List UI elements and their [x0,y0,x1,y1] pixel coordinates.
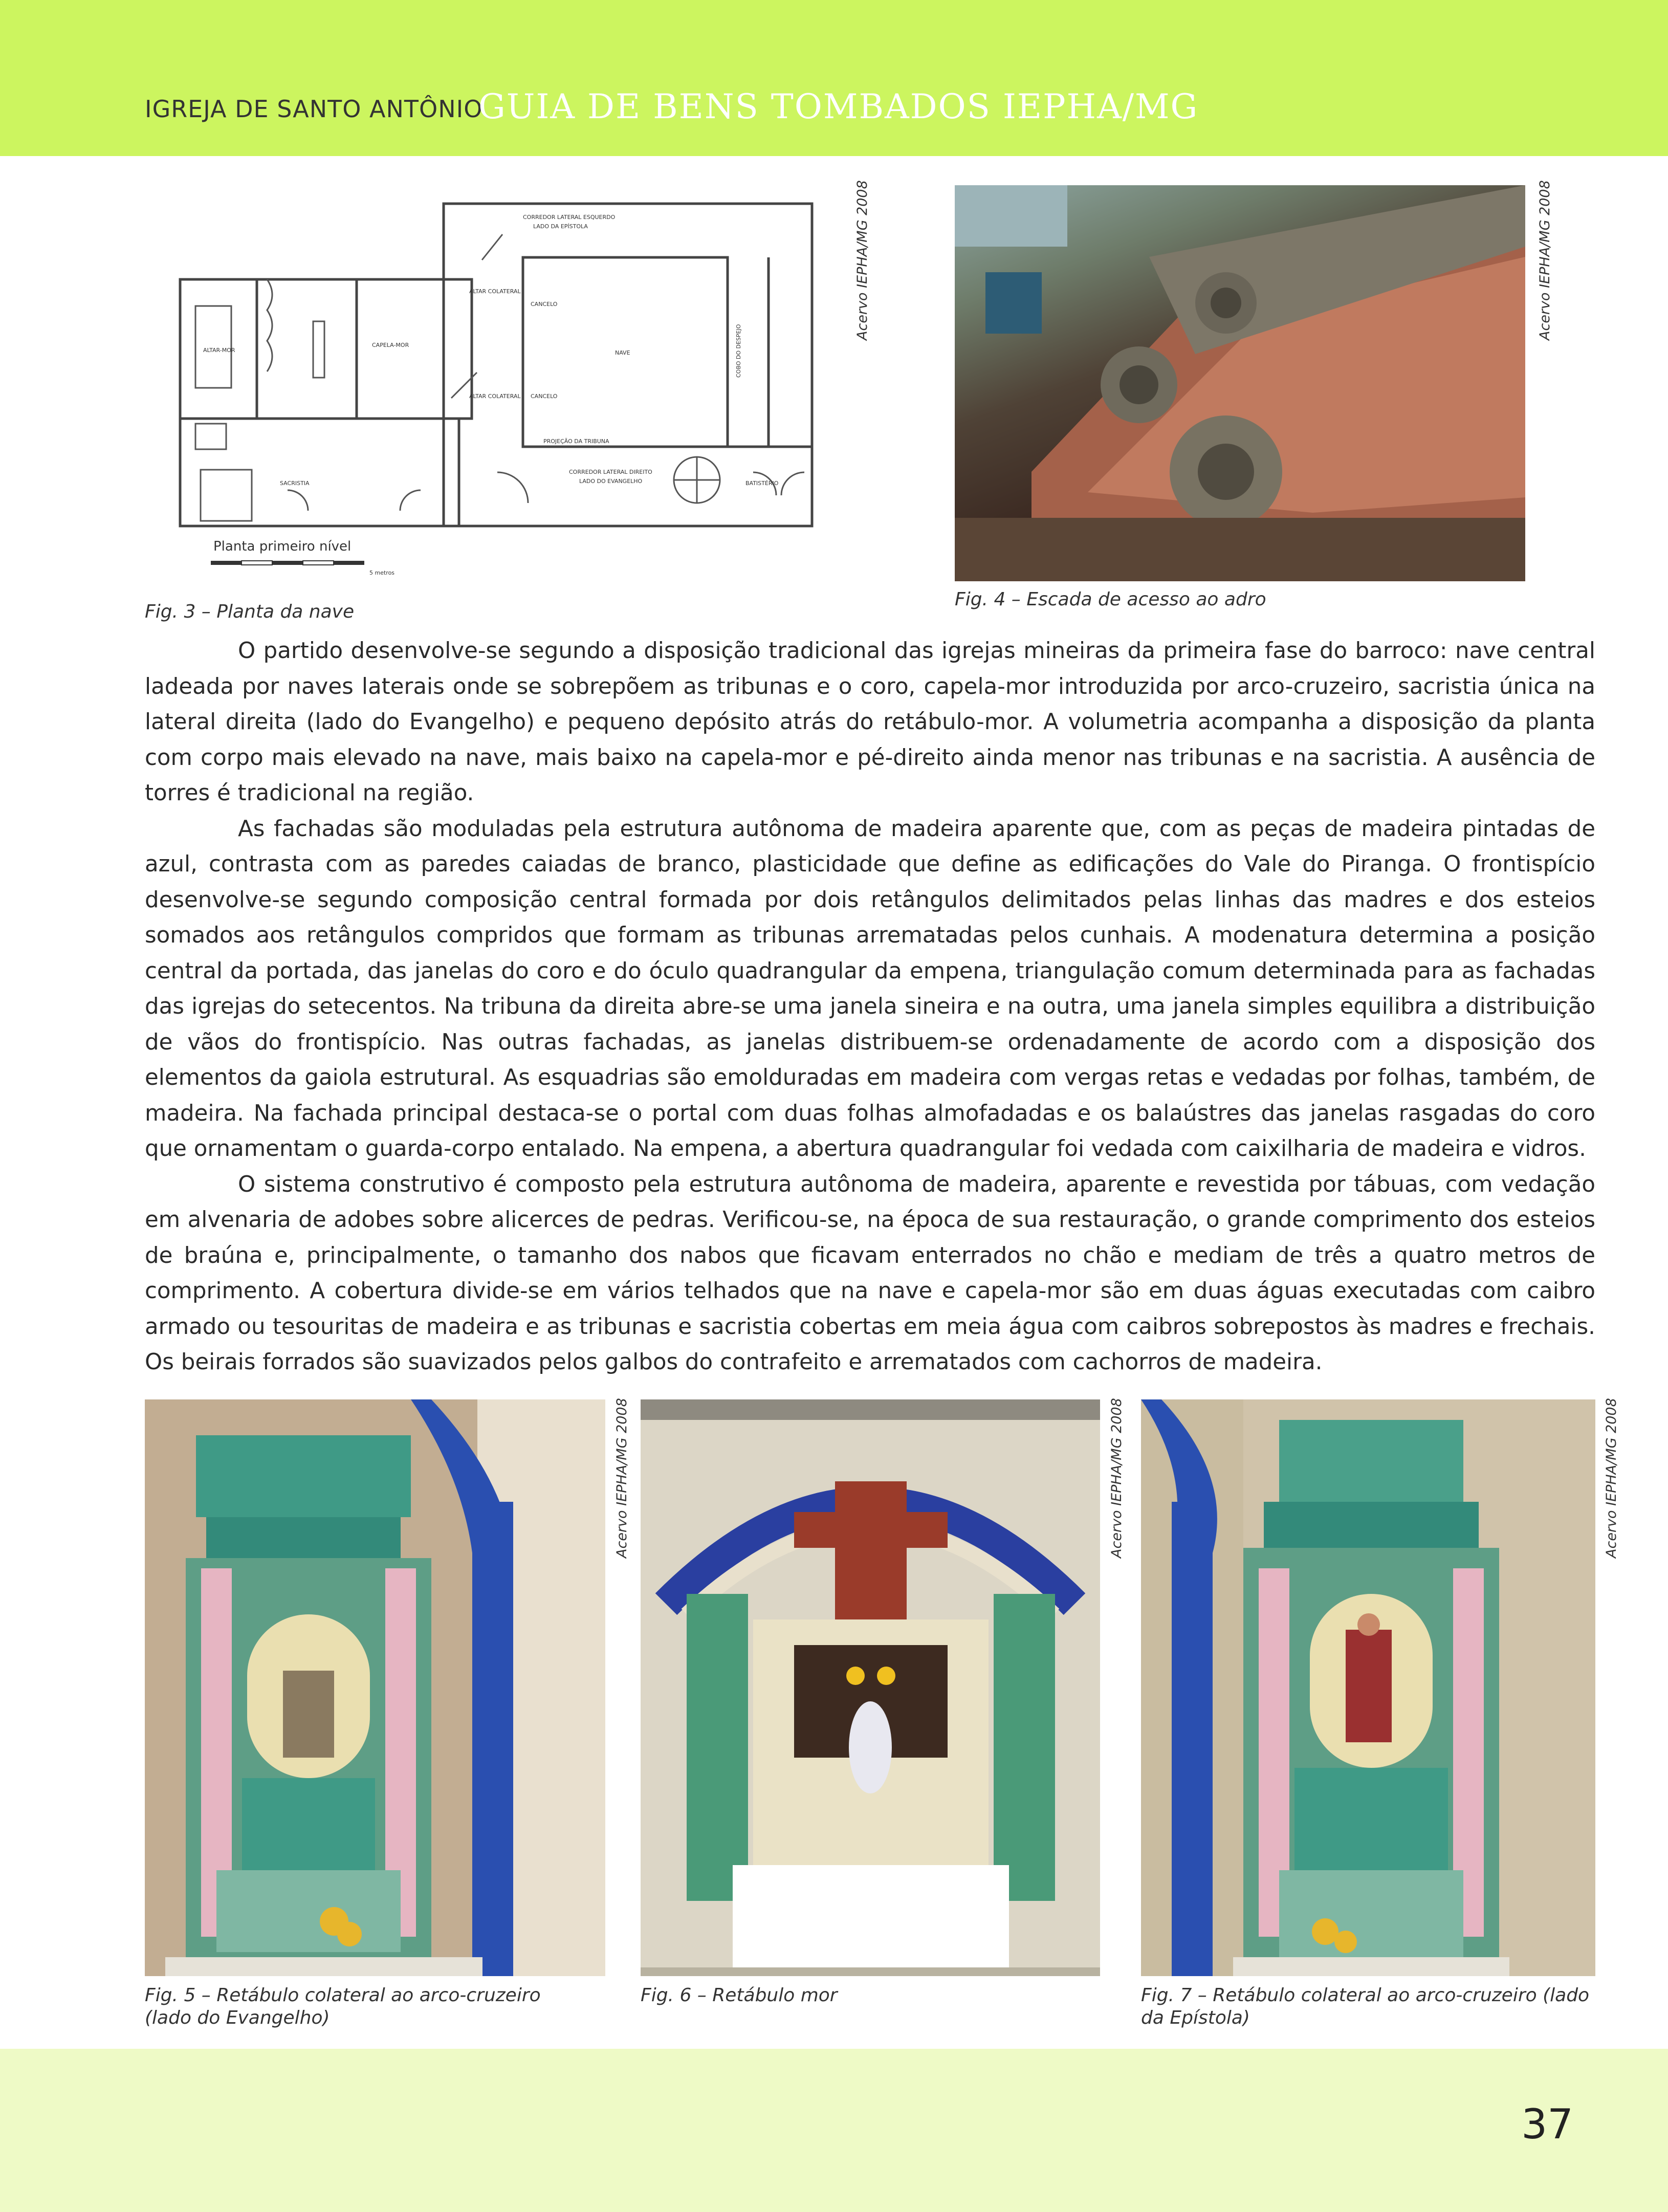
header-church-title: IGREJA DE SANTO ANTÔNIO [145,95,483,123]
fig5-credit: Acervo IEPHA/MG 2008 [614,1398,630,1558]
fig4-credit: Acervo IEPHA/MG 2008 [1537,180,1553,340]
fig6-main-altarpiece-photo [641,1399,1100,1976]
fig6-caption: Fig. 6 – Retábulo mor [641,1985,838,2006]
paragraph-1: O partido desenvolve-se segundo a disposição tradicional das igrejas mineiras da primeira fase do barroco: nave central ladeada por naves laterais onde se sobrepõem as tribunas e o coro, capela-mor introduzida por arco-cruzeiro, sacristia única na lateral direita (lado do Evangelho) e pequeno depósito atrás do retábulo-mor. A volumetria acompanha a disposição da planta com corpo mais elevado na nave, mais baixo na capela-mor e pé-direito ainda menor nas tribunas e na sacristia. A ausência de torres é tradicional na região. [145,638,1595,806]
plan-label-corridor-right-side: LADO DO EVANGELHO [579,478,643,485]
plan-label-altar-colateral-2: ALTAR COLATERAL [469,393,521,400]
plan-label-cancelo-2: CANCELO [531,393,558,400]
plan-label-altar-colateral-1: ALTAR COLATERAL [469,288,521,295]
scale-bar [211,561,394,576]
plan-label-corridor-left: CORREDOR LATERAL ESQUERDO [523,214,616,221]
plan-label-coro: COBO DO DESPEJO [735,324,742,378]
fig3-caption: Fig. 3 – Planta da nave [145,601,355,622]
plan-label-corridor-left-side: LADO DA EPÍSTOLA [533,223,588,230]
fig3-floor-plan [165,183,820,581]
footer-band [0,2049,1668,2212]
plan-label-projecao: PROJEÇÃO DA TRIBUNA [543,438,609,445]
page-number: 37 [1521,2100,1573,2148]
paragraph-2: As fachadas são moduladas pela estrutura autônoma de madeira aparente que, com as peças de madeira pintadas de azul, contrasta com as paredes caiadas de branco, plasticidade que define as edificações do Vale do Piranga. O frontispício desenvolve-se segundo composição central formada por dois retângulos delimitados pelas linhas das madres e dos esteios somados aos retângulos compridos que formam as tribunas arrematadas pelos cunhais. A modenatura determina a posição central da portada, das janelas do coro e do óculo quadrangular da empena, triangulação comum determinada para as fachadas das igrejas do setecentos. Na tribuna da direita abre-se uma janela sineira e na outra, uma janela simples equilibra a distribuição de vãos do frontispício. Nas outras fachadas, as janelas distribuem-se ordenadamente de acordo com a disposição dos elementos da gaiola estrutural. As esquadrias são emolduradas em madeira com vergas retas e vedadas por folhas, também, de madeira. Na fachada principal destaca-se o portal com duas folhas almofadadas e os balaústres das janelas rasgadas do coro que ornamentam o guarda-corpo entalado. Na empena, a abertura quadrangular foi vedada com caixilharia de madeira e vidros. [145,816,1595,1162]
paragraph-3: O sistema construtivo é composto pela estrutura autônoma de madeira, aparente e revestida por tábuas, com vedação em alvenaria de adobes sobre alicerces de pedras. Verificou-se, na época de sua restauração, o grande comprimento dos esteios de braúna e, principalmente, o tamanho dos nabos que ficavam enterrados no chão e mediam de três a quatro metros de comprimento. A cobertura divide-se em vários telhados que na nave e capela-mor são em duas águas executadas com caibro armado ou tesouritas de madeira e as tribunas e sacristia cobertas em meia água com caibros sobrepostos às madres e frechais. Os beirais forrados são suavizados pelos galbos do contrafeito e arrematados com cachorros de madeira. [145,1171,1595,1375]
header-guide-title: GUIA DE BENS TOMBADOS IEPHA/MG [478,87,1199,126]
fig7-caption: Fig. 7 – Retábulo colateral ao arco-cruzeiro (lado da Epístola) [1141,1985,1590,2028]
fig7-credit: Acervo IEPHA/MG 2008 [1604,1398,1619,1558]
plan-title: Planta primeiro nível [213,539,352,554]
scale-label: 5 metros [369,570,395,576]
fig4-caption: Fig. 4 – Escada de acesso ao adro [955,589,1266,610]
plan-label-nave: NAVE [615,349,630,356]
fig4-stair-photo [955,185,1525,581]
fig7-altarpiece-photo [1141,1399,1595,1976]
fig5-altarpiece-photo [145,1399,605,1976]
header-band [0,0,1668,156]
plan-label-batisterio: BATISTÉRIO [745,480,779,487]
fig3-credit: Acervo IEPHA/MG 2008 [854,180,870,340]
plan-label-cancelo-1: CANCELO [531,301,558,308]
plan-label-sacristia: SACRISTIA [280,480,310,487]
fig6-credit: Acervo IEPHA/MG 2008 [1109,1398,1125,1558]
plan-label-altar-mor: ALTAR-MOR [203,347,235,354]
fig5-caption: Fig. 5 – Retábulo colateral ao arco-cruzeiro (lado do Evangelho) [145,1985,541,2028]
body-text [145,633,1595,1381]
plan-label-capela-mor: CAPELA-MOR [372,342,409,348]
plan-label-corridor-right: CORREDOR LATERAL DIREITO [569,469,652,475]
